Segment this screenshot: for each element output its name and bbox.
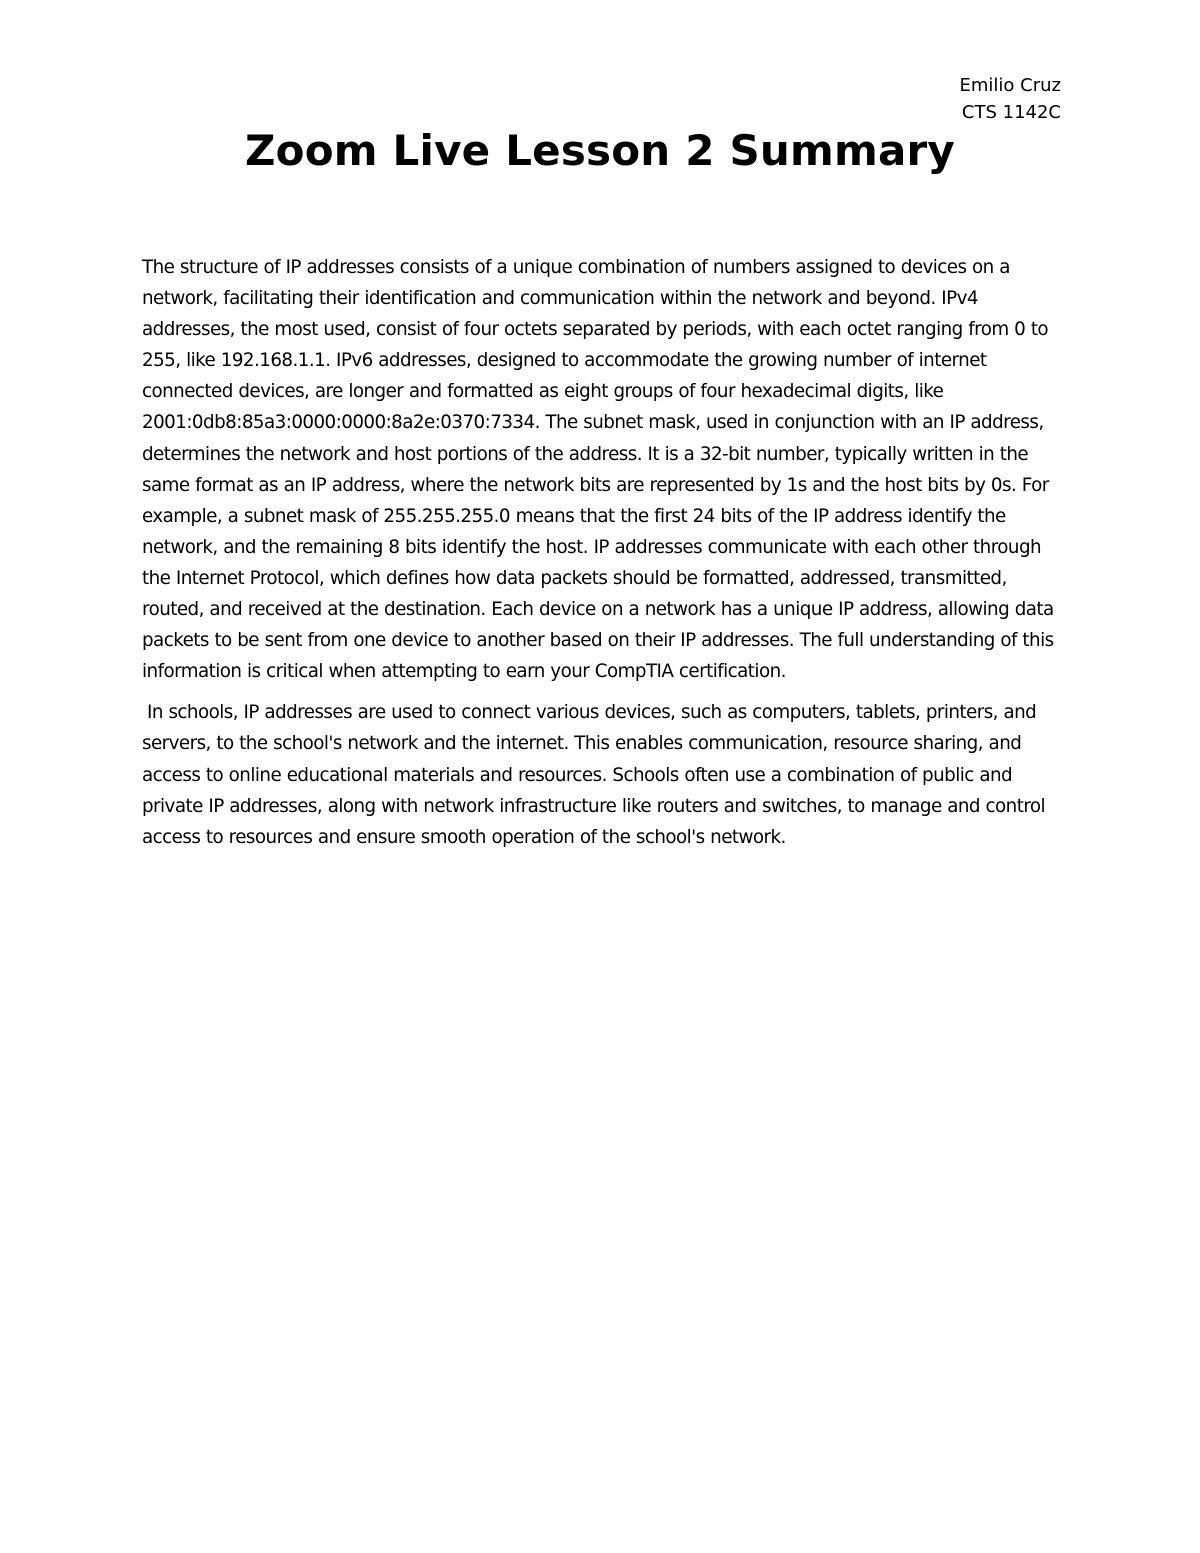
author-name: Emilio Cruz (959, 75, 1061, 96)
course-code: CTS 1142C (961, 102, 1061, 123)
header-block (960, 72, 1061, 126)
document-body (142, 252, 1062, 853)
document-title: Zoom Live Lesson 2 Summary (245, 126, 955, 175)
paragraph-ip-in-schools: In schools, IP addresses are used to connect various devices, such as computers, tablets, printers, and servers, to the school's network and the internet. This enables communication, resource sharing, and access to online educational materials and resources. Schools often use a combination of public and private IP addresses, along with network infrastructure like routers and switches, to manage and control access to resources and ensure smooth operation of the school's network. (142, 702, 1046, 848)
paragraph-ip-structure: The structure of IP addresses consists of a unique combination of numbers assigned to devices on a network, facilitating their identification and communication within the network and beyond. IPv4 addresses, the most used, consist of four octets separated by periods, with each octet ranging from 0 to 255, like 192.168.1.1. IPv6 addresses, designed to accommodate the growing number of internet connected devices, are longer and formatted as eight groups of four hexadecimal digits, like 2001:0db8:85a3:0000:0000:8a2e:0370:7334. The subnet mask, used in conjunction with an IP address, determines the network and host portions of the address. It is a 32-bit number, typically written in the same format as an IP address, where the network bits are represented by 1s and the host bits by 0s. For example, a subnet mask of 255.255.255.0 means that the first 24 bits of the IP address identify the network, and the remaining 8 bits identify the host. IP addresses communicate with each other through the Internet Protocol, which defines how data packets should be formatted, addressed, transmitted, routed, and received at the destination. Each device on a network has a unique IP address, allowing data packets to be sent from one device to another based on their IP addresses. The full understanding of this information is critical when attempting to earn your CompTIA certification. (142, 257, 1054, 683)
